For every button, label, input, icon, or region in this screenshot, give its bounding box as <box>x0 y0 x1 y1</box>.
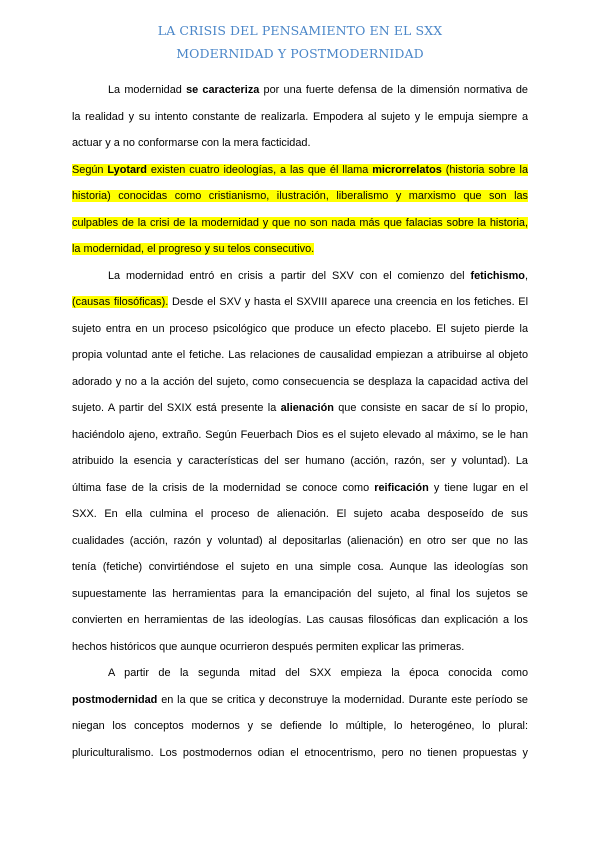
text-line: propia voluntad ante el fetiche. Las relaciones de causalidad empiezan a atribuirse al objeto <box>72 349 528 361</box>
text-line <box>72 236 528 263</box>
text-line: haciéndolo ajeno, extraño. Según Feuerbach Dios es el sujeto elevado al máximo, se le han <box>72 428 528 441</box>
paragraph-crisis <box>72 263 528 661</box>
document-body <box>72 77 528 766</box>
text-line: postmodernidad en la que se critica y deconstruye la modernidad. Durante este período se <box>72 693 528 706</box>
highlighted-text: culpables de la crisi de la modernidad y que no son nada más que falacias sobre la historia, <box>72 216 528 229</box>
bold-term: fetichismo <box>470 269 525 282</box>
text-line: tenía (fetiche) convirtiéndose el sujeto en una simple cosa. Aunque las ideologías son <box>72 561 528 573</box>
text-line: SXX. En ella culmina el proceso de alienación. El sujeto acaba desposeído de sus <box>72 508 528 520</box>
document-subtitle: MODERNIDAD Y POSTMODERNIDAD <box>176 46 424 61</box>
paragraph-modernity-intro <box>72 77 528 157</box>
highlighted-text: historia) conocidas como cristianismo, ilustración, liberalismo y marxismo que son las <box>72 190 528 202</box>
text-line: sujeto entra en un proceso psicológico que produce un efecto placebo. El sujeto pierde la <box>72 322 528 335</box>
highlighted-text: la modernidad, el progreso y su telos consecutivo. <box>72 243 315 255</box>
text-line: La modernidad entró en crisis a partir del SXV con el comienzo del fetichismo, <box>108 269 528 282</box>
text-line: (causas filosóficas). Desde el SXV y hasta el SXVIII aparece una creencia en los fetiches. El <box>72 296 528 308</box>
text-line: convierten en herramientas de las ideologías. Las causas filosóficas dan explicación a los <box>72 614 528 626</box>
text-line: La modernidad se caracteriza por una fuerte defensa de la dimensión normativa de <box>108 84 528 96</box>
text-line: hechos históricos que aunque ocurrieron después permiten explicar las primeras. <box>72 640 465 653</box>
document-title: LA CRISIS DEL PENSAMIENTO EN EL SXX <box>157 23 443 38</box>
paragraph-postmodernity <box>72 660 528 766</box>
text-line: niegan los conceptos modernos y se defiende lo múltiple, lo heterogéneo, lo plural: <box>72 720 528 732</box>
text-line: adorado y no a la acción del sujeto, como consecuencia se desplaza la capacidad activa del <box>72 375 528 388</box>
bold-term: alienación <box>280 402 334 414</box>
bold-term: se caracteriza <box>186 84 260 96</box>
text-line: supuestamente las herramientas para la emancipación del sujeto, al final los sujetos se <box>72 587 528 600</box>
paragraph-lyotard <box>72 157 528 263</box>
bold-term: postmodernidad <box>72 693 158 706</box>
text-line: atribuido la esencia y características del ser humano (acción, razón, ser y voluntad). La <box>72 455 528 467</box>
text-line <box>72 210 528 237</box>
bold-term: reificación <box>374 481 429 494</box>
text-line: pluriculturalismo. Los postmodernos odian el etnocentrismo, pero no tienen propuestas y <box>72 746 528 759</box>
bold-term: microrrelatos <box>372 163 442 176</box>
highlighted-text: (causas filosóficas). <box>72 296 169 308</box>
text-line: última fase de la crisis de la modernidad se conoce como reificación y tiene lugar en el <box>72 481 528 494</box>
text-line: A partir de la segunda mitad del SXX empieza la época conocida como <box>108 667 528 679</box>
text-line: sujeto. A partir del SXIX está presente la alienación que consiste en sacar de sí lo propio, <box>72 402 528 414</box>
text-line: la realidad y su intento constante de realizarla. Empodera al sujeto y le empuja siempre a <box>72 110 528 123</box>
text-line <box>72 183 528 210</box>
bold-term: Lyotard <box>107 163 147 176</box>
text-line: cualidades (acción, razón y voluntad) al depositarlas (alienación) en otro ser que no las <box>72 534 528 547</box>
text-line: Según Lyotard existen cuatro ideologías, a las que él llama microrrelatos (historia sobre la <box>72 163 528 176</box>
text-line: actuar y a no conformarse con la mera facticidad. <box>72 137 311 149</box>
